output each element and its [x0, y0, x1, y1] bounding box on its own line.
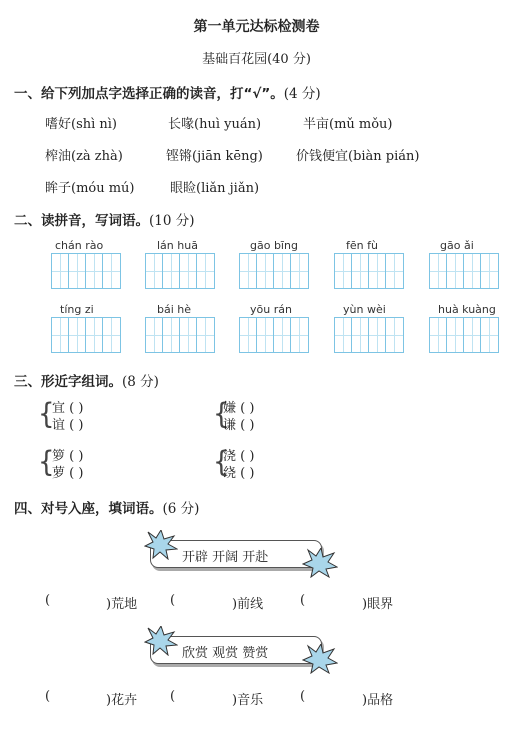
section4-points: (6 分)	[162, 501, 200, 517]
fill-blank-word: )荒地	[106, 597, 138, 612]
writing-grid[interactable]	[334, 317, 404, 353]
word-blank[interactable]: 绕 ( )	[223, 466, 255, 481]
page-subtitle: 基础百花园(40 分)	[202, 52, 311, 67]
page-title: 第一单元达标检测卷	[193, 19, 320, 35]
writing-grid[interactable]	[51, 253, 121, 289]
pronunciation-item[interactable]: 铿锵(jiān kēng)	[166, 149, 263, 164]
word-blank[interactable]: 萝 ( )	[52, 466, 84, 481]
fill-blank-open[interactable]: (	[45, 689, 51, 704]
fill-blank-open[interactable]: (	[300, 593, 306, 608]
word-bank-text: 开辟 开阔 开赴	[182, 550, 269, 565]
section4-heading	[14, 497, 199, 517]
word-pair[interactable]	[52, 448, 83, 482]
fill-blank-open[interactable]: (	[300, 689, 306, 704]
section1-points: (4 分)	[283, 86, 321, 102]
pinyin-label: gāo bīng	[250, 239, 298, 252]
pinyin-label: tíng zi	[60, 303, 94, 316]
section1-heading-text: 一、给下列加点字选择正确的读音，打“√”。	[14, 86, 284, 102]
word-blank[interactable]: 浇 ( )	[223, 449, 255, 464]
pronunciation-item[interactable]: 眼睑(liǎn jiǎn)	[170, 181, 260, 196]
pinyin-label: gāo ǎi	[440, 239, 474, 252]
word-blank[interactable]: 谦 ( )	[223, 418, 255, 433]
word-blank[interactable]: 宜 ( )	[52, 401, 84, 416]
section3-heading-text: 三、形近字组词。	[14, 374, 122, 390]
fill-blank-open[interactable]: (	[170, 593, 176, 608]
word-bank-text: 欣赏 观赏 赞赏	[182, 646, 269, 661]
fill-blank-word: )音乐	[232, 693, 264, 708]
pronunciation-item[interactable]: 长喙(huì yuán)	[168, 117, 262, 132]
star-burst-icon	[144, 530, 178, 560]
star-burst-icon	[302, 548, 338, 578]
fill-blank-open[interactable]: (	[170, 689, 176, 704]
pronunciation-item[interactable]: 价钱便宜(biàn pián)	[296, 149, 420, 164]
word-pair[interactable]	[52, 400, 83, 434]
word-blank[interactable]: 箩 ( )	[52, 449, 84, 464]
pinyin-label: chán rào	[55, 239, 104, 252]
writing-grid[interactable]	[239, 253, 309, 289]
pinyin-label: yōu rán	[250, 303, 292, 316]
brace-icon: {	[38, 397, 55, 431]
pronunciation-item[interactable]: 半亩(mǔ mǒu)	[303, 117, 393, 132]
section3-points: (8 分)	[122, 374, 159, 390]
word-pair[interactable]	[223, 448, 254, 482]
writing-grid[interactable]	[145, 317, 215, 353]
brace-icon: {	[213, 397, 230, 431]
pinyin-label: fēn fù	[346, 239, 378, 252]
fill-blank-word: )前线	[232, 597, 264, 612]
section4-heading-text: 四、对号入座，填词语。	[14, 501, 163, 517]
writing-grid[interactable]	[239, 317, 309, 353]
brace-icon: {	[38, 445, 55, 479]
pinyin-label: lán huā	[157, 239, 198, 252]
pinyin-label: bái hè	[157, 303, 192, 316]
fill-blank-word: )品格	[362, 693, 394, 708]
fill-blank-word: )花卉	[106, 693, 138, 708]
word-blank[interactable]: 嫌 ( )	[223, 401, 255, 416]
pronunciation-item[interactable]: 嗜好(shì nì)	[45, 117, 118, 132]
pronunciation-item[interactable]: 榨油(zà zhà)	[45, 149, 123, 164]
section3-heading	[14, 370, 159, 390]
section1-heading	[14, 82, 321, 102]
section2-heading-text: 二、读拼音，写词语。	[14, 213, 149, 229]
writing-grid[interactable]	[429, 317, 499, 353]
star-burst-icon	[144, 626, 178, 656]
word-pair[interactable]	[223, 400, 254, 434]
word-blank[interactable]: 谊 ( )	[52, 418, 84, 433]
pronunciation-item[interactable]: 眸子(móu mú)	[45, 181, 135, 196]
pinyin-label: huà kuàng	[438, 303, 496, 316]
writing-grid[interactable]	[51, 317, 121, 353]
fill-blank-open[interactable]: (	[45, 593, 51, 608]
writing-grid[interactable]	[429, 253, 499, 289]
writing-grid[interactable]	[334, 253, 404, 289]
pinyin-label: yùn wèi	[343, 303, 386, 316]
fill-blank-word: )眼界	[362, 597, 394, 612]
section2-points: (10 分)	[149, 213, 195, 229]
brace-icon: {	[213, 445, 230, 479]
writing-grid[interactable]	[145, 253, 215, 289]
section2-heading	[14, 209, 195, 229]
star-burst-icon	[302, 644, 338, 674]
